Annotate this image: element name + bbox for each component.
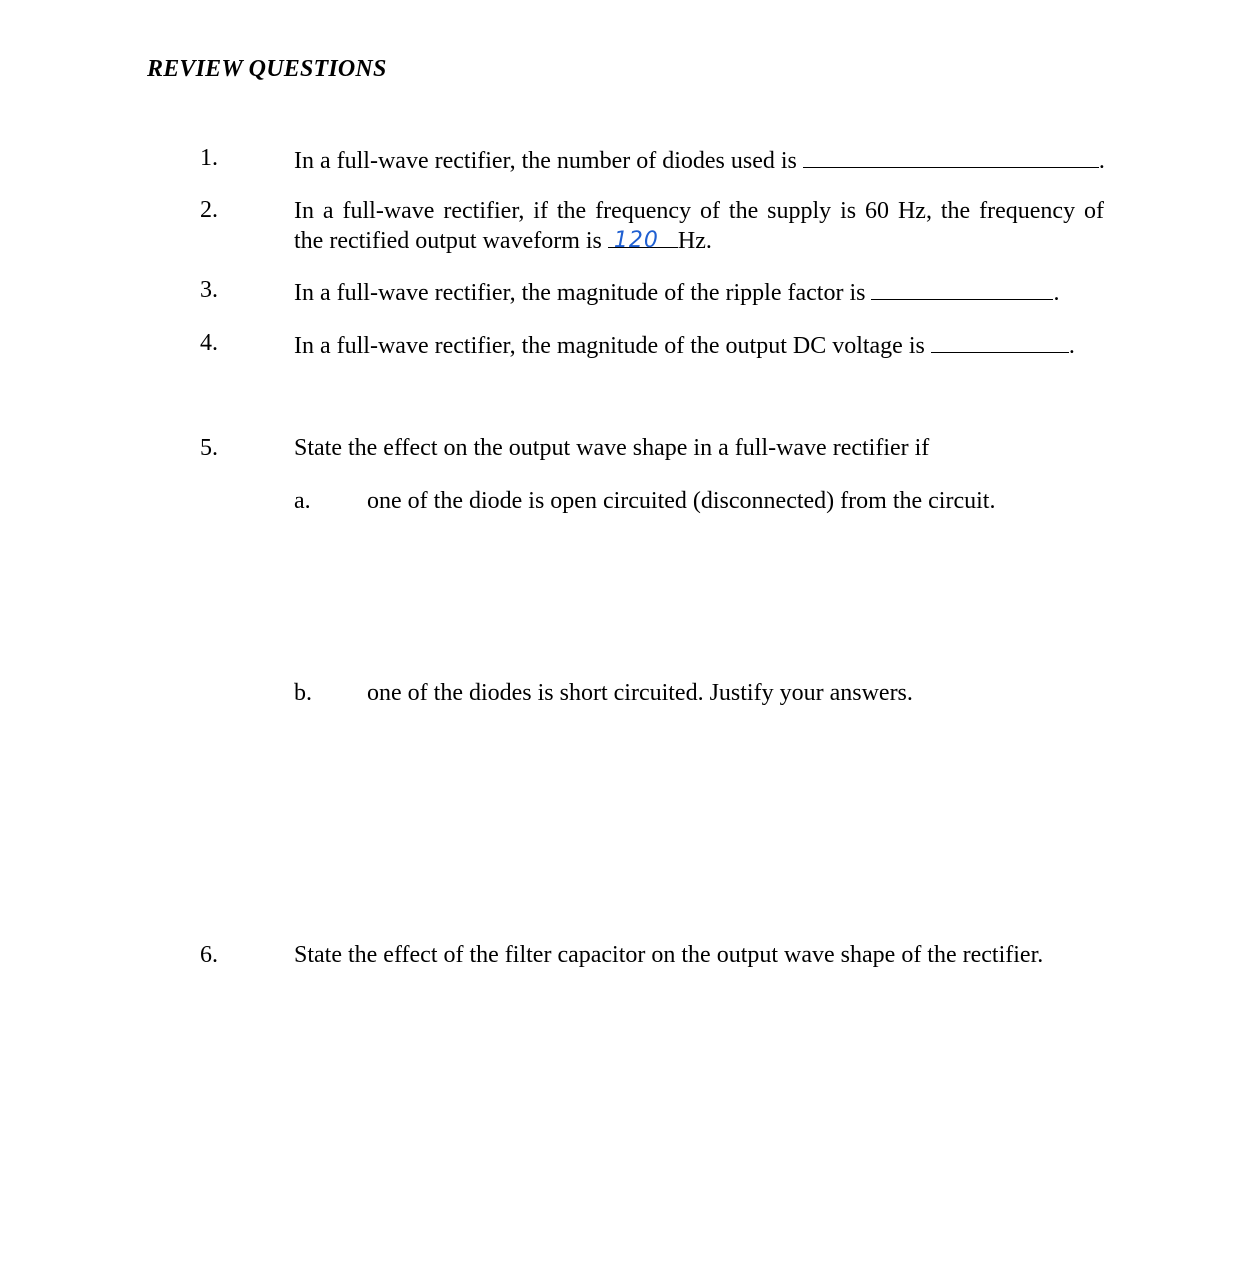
question-6-number: 6.: [200, 942, 218, 968]
question-3-answer-blank[interactable]: [871, 277, 1053, 300]
question-5b-letter: b.: [294, 680, 312, 706]
question-1-end: .: [1098, 148, 1105, 174]
question-2-number: 2.: [200, 197, 218, 223]
question-2-unit: Hz.: [677, 228, 712, 254]
question-4: [294, 330, 1075, 360]
question-3: [294, 277, 1059, 307]
question-5b-text: one of the diodes is short circuited. Justify your answers.: [367, 680, 913, 706]
question-4-end: .: [1068, 333, 1075, 359]
question-2-handwritten-answer: 120: [613, 228, 659, 253]
question-1-answer-blank[interactable]: [803, 145, 1099, 168]
question-1: [294, 145, 1105, 175]
question-2-answer-blank[interactable]: [608, 225, 678, 253]
question-5a-letter: a.: [294, 488, 311, 514]
question-1-text: In a full-wave rectifier, the number of diodes used is: [294, 148, 797, 174]
question-5-number: 5.: [200, 435, 218, 461]
question-2: [294, 197, 1104, 255]
question-4-text: In a full-wave rectifier, the magnitude of the output DC voltage is: [294, 333, 925, 359]
question-6-text: State the effect of the filter capacitor on the output wave shape of the rectifier.: [294, 942, 1044, 968]
question-3-number: 3.: [200, 277, 218, 303]
question-2-line1: In a full-wave rectifier, if the frequency of the supply is 60 Hz, the frequency of: [294, 198, 1104, 224]
question-5-text: State the effect on the output wave shape in a full-wave rectifier if: [294, 435, 930, 461]
page-heading: REVIEW QUESTIONS: [147, 56, 387, 82]
question-3-end: .: [1053, 280, 1060, 306]
question-3-text: In a full-wave rectifier, the magnitude of the ripple factor is: [294, 280, 866, 306]
question-2-line2-text: the rectified output waveform is: [294, 228, 602, 254]
question-1-number: 1.: [200, 145, 218, 171]
question-5a-text: one of the diode is open circuited (disconnected) from the circuit.: [367, 488, 996, 514]
question-4-number: 4.: [200, 330, 218, 356]
question-4-answer-blank[interactable]: [931, 330, 1069, 353]
